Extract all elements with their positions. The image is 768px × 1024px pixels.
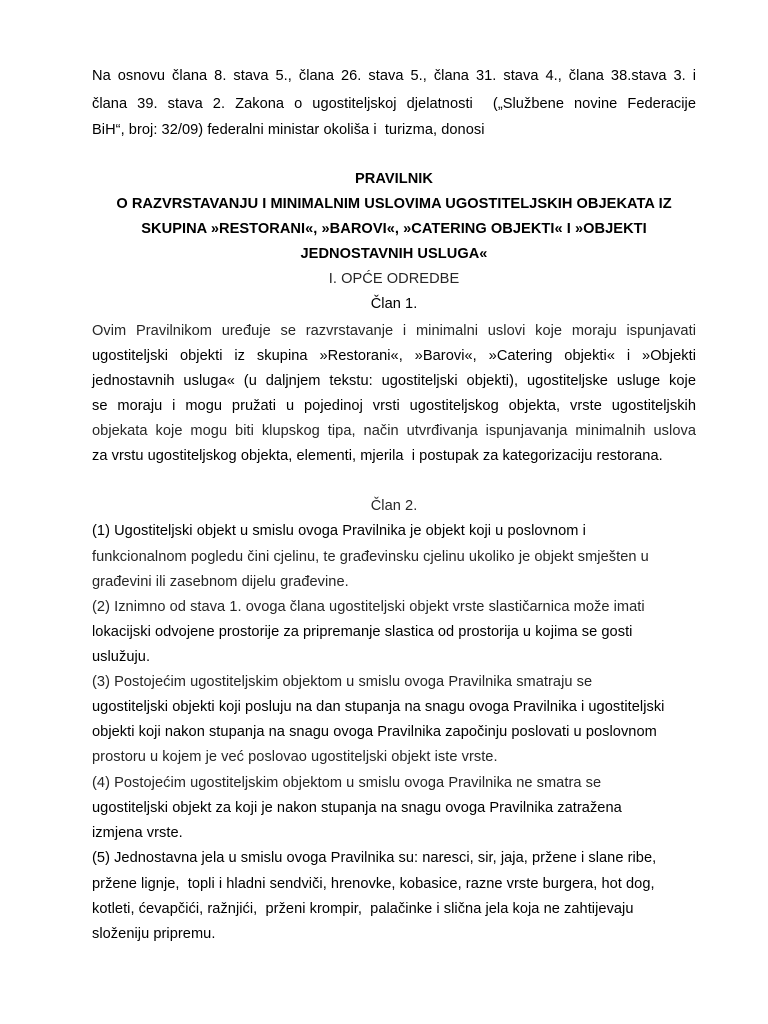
document-subtitle-line-1: O RAZVRSTAVANJU I MINIMALNIM USLOVIMA UGOSTITELJSKIH OBJEKATA IZ [116,196,672,212]
document-subtitle-line-3: JEDNOSTAVNIH USLUGA« [300,246,488,262]
article-2-line-15: pržene lignje, topli i hladni sendviči, hrenovke, kobasice, razne vrste burgera, hot dog, [92,876,655,892]
article-1-heading: Član 1. [370,296,418,312]
article-2-line-4: (2) Iznimno od stava 1. ovoga člana ugostiteljski objekt vrste slastičarnica može imati [92,599,645,615]
article-2-line-3: građevini ili zasebnom dijelu građevine. [92,574,349,590]
intro-line-1: Na osnovu člana 8. stava 5., člana 26. stava 5., člana 31. stava 4., člana 38.stava 3. i [92,68,696,84]
article-1-line-4: se moraju i mogu pružati u pojedinoj vrsti ugostiteljskog objekta, vrste ugostiteljskih [92,398,696,414]
document-title: PRAVILNIK [354,171,433,187]
article-2-line-14: (5) Jednostavna jela u smislu ovoga Pravilnika su: naresci, sir, jaja, pržene i slane ribe, [92,850,657,866]
article-2-line-5: lokacijski odvojene prostorije za pripremanje slastica od prostorija u kojima se gosti [92,624,633,640]
article-2-heading: Član 2. [370,498,418,514]
article-2-line-16: kotleti, ćevapčići, ražnjići, prženi krompir, palačinke i slična jela koja ne zahtijevaju [92,901,634,917]
article-2-line-7: (3) Postojećim ugostiteljskim objektom u smislu ovoga Pravilnika smatraju se [92,674,593,690]
intro-line-3: BiH“, broj: 32/09) federalni ministar okoliša i turizma, donosi [92,122,485,138]
article-2-line-13: izmjena vrste. [92,825,183,841]
article-2-line-2: funkcionalnom pogledu čini cjelinu, te građevinsku cjelinu ukoliko je objekt smješten u [92,549,649,565]
article-2-line-1: (1) Ugostiteljski objekt u smislu ovoga Pravilnika je objekt koji u poslovnom i [92,523,586,539]
article-1-line-3: jednostavnih usluga« (u daljnjem tekstu: ugostiteljski objekti), ugostiteljske usluge koje [92,373,696,389]
article-1-line-6: za vrstu ugostiteljskog objekta, elementi, mjerila i postupak za kategorizaciju restorana. [92,448,663,464]
article-2-line-8: ugostiteljski objekti koji posluju na dan stupanja na snagu ovoga Pravilnika i ugostiteljski [92,699,665,715]
article-2-line-11: (4) Postojećim ugostiteljskim objektom u smislu ovoga Pravilnika ne smatra se [92,775,602,791]
article-2-line-6: uslužuju. [92,649,151,665]
article-2-line-17: složeniju pripremu. [92,926,216,942]
article-1-line-1: Ovim Pravilnikom uređuje se razvrstavanje i minimalni uslovi koje moraju ispunjavati [92,323,696,339]
article-1-line-2: ugostiteljski objekti iz skupina »Restorani«, »Barovi«, »Catering objekti« i »Objekti [92,348,696,364]
section-heading: I. OPĆE ODREDBE [328,271,460,287]
article-2-line-9: objekti koji nakon stupanja na snagu ovoga Pravilnika započinju poslovati u poslovnom [92,724,657,740]
document-subtitle-line-2: SKUPINA »RESTORANI«, »BAROVI«, »CATERING OBJEKTI« I »OBJEKTI [141,221,647,237]
article-2-line-12: ugostiteljski objekt za koji je nakon stupanja na snagu ovoga Pravilnika zatražena [92,800,622,816]
article-1-line-5: objekata koje mogu biti klupskog tipa, način utvrđivanja ispunjavanja minimalnih uslova [92,423,696,439]
article-2-line-10: prostoru u kojem je već poslovao ugostiteljski objekt iste vrste. [92,749,498,765]
intro-line-2: člana 39. stava 2. Zakona o ugostiteljskoj djelatnosti („Službene novine Federacije [92,96,696,112]
